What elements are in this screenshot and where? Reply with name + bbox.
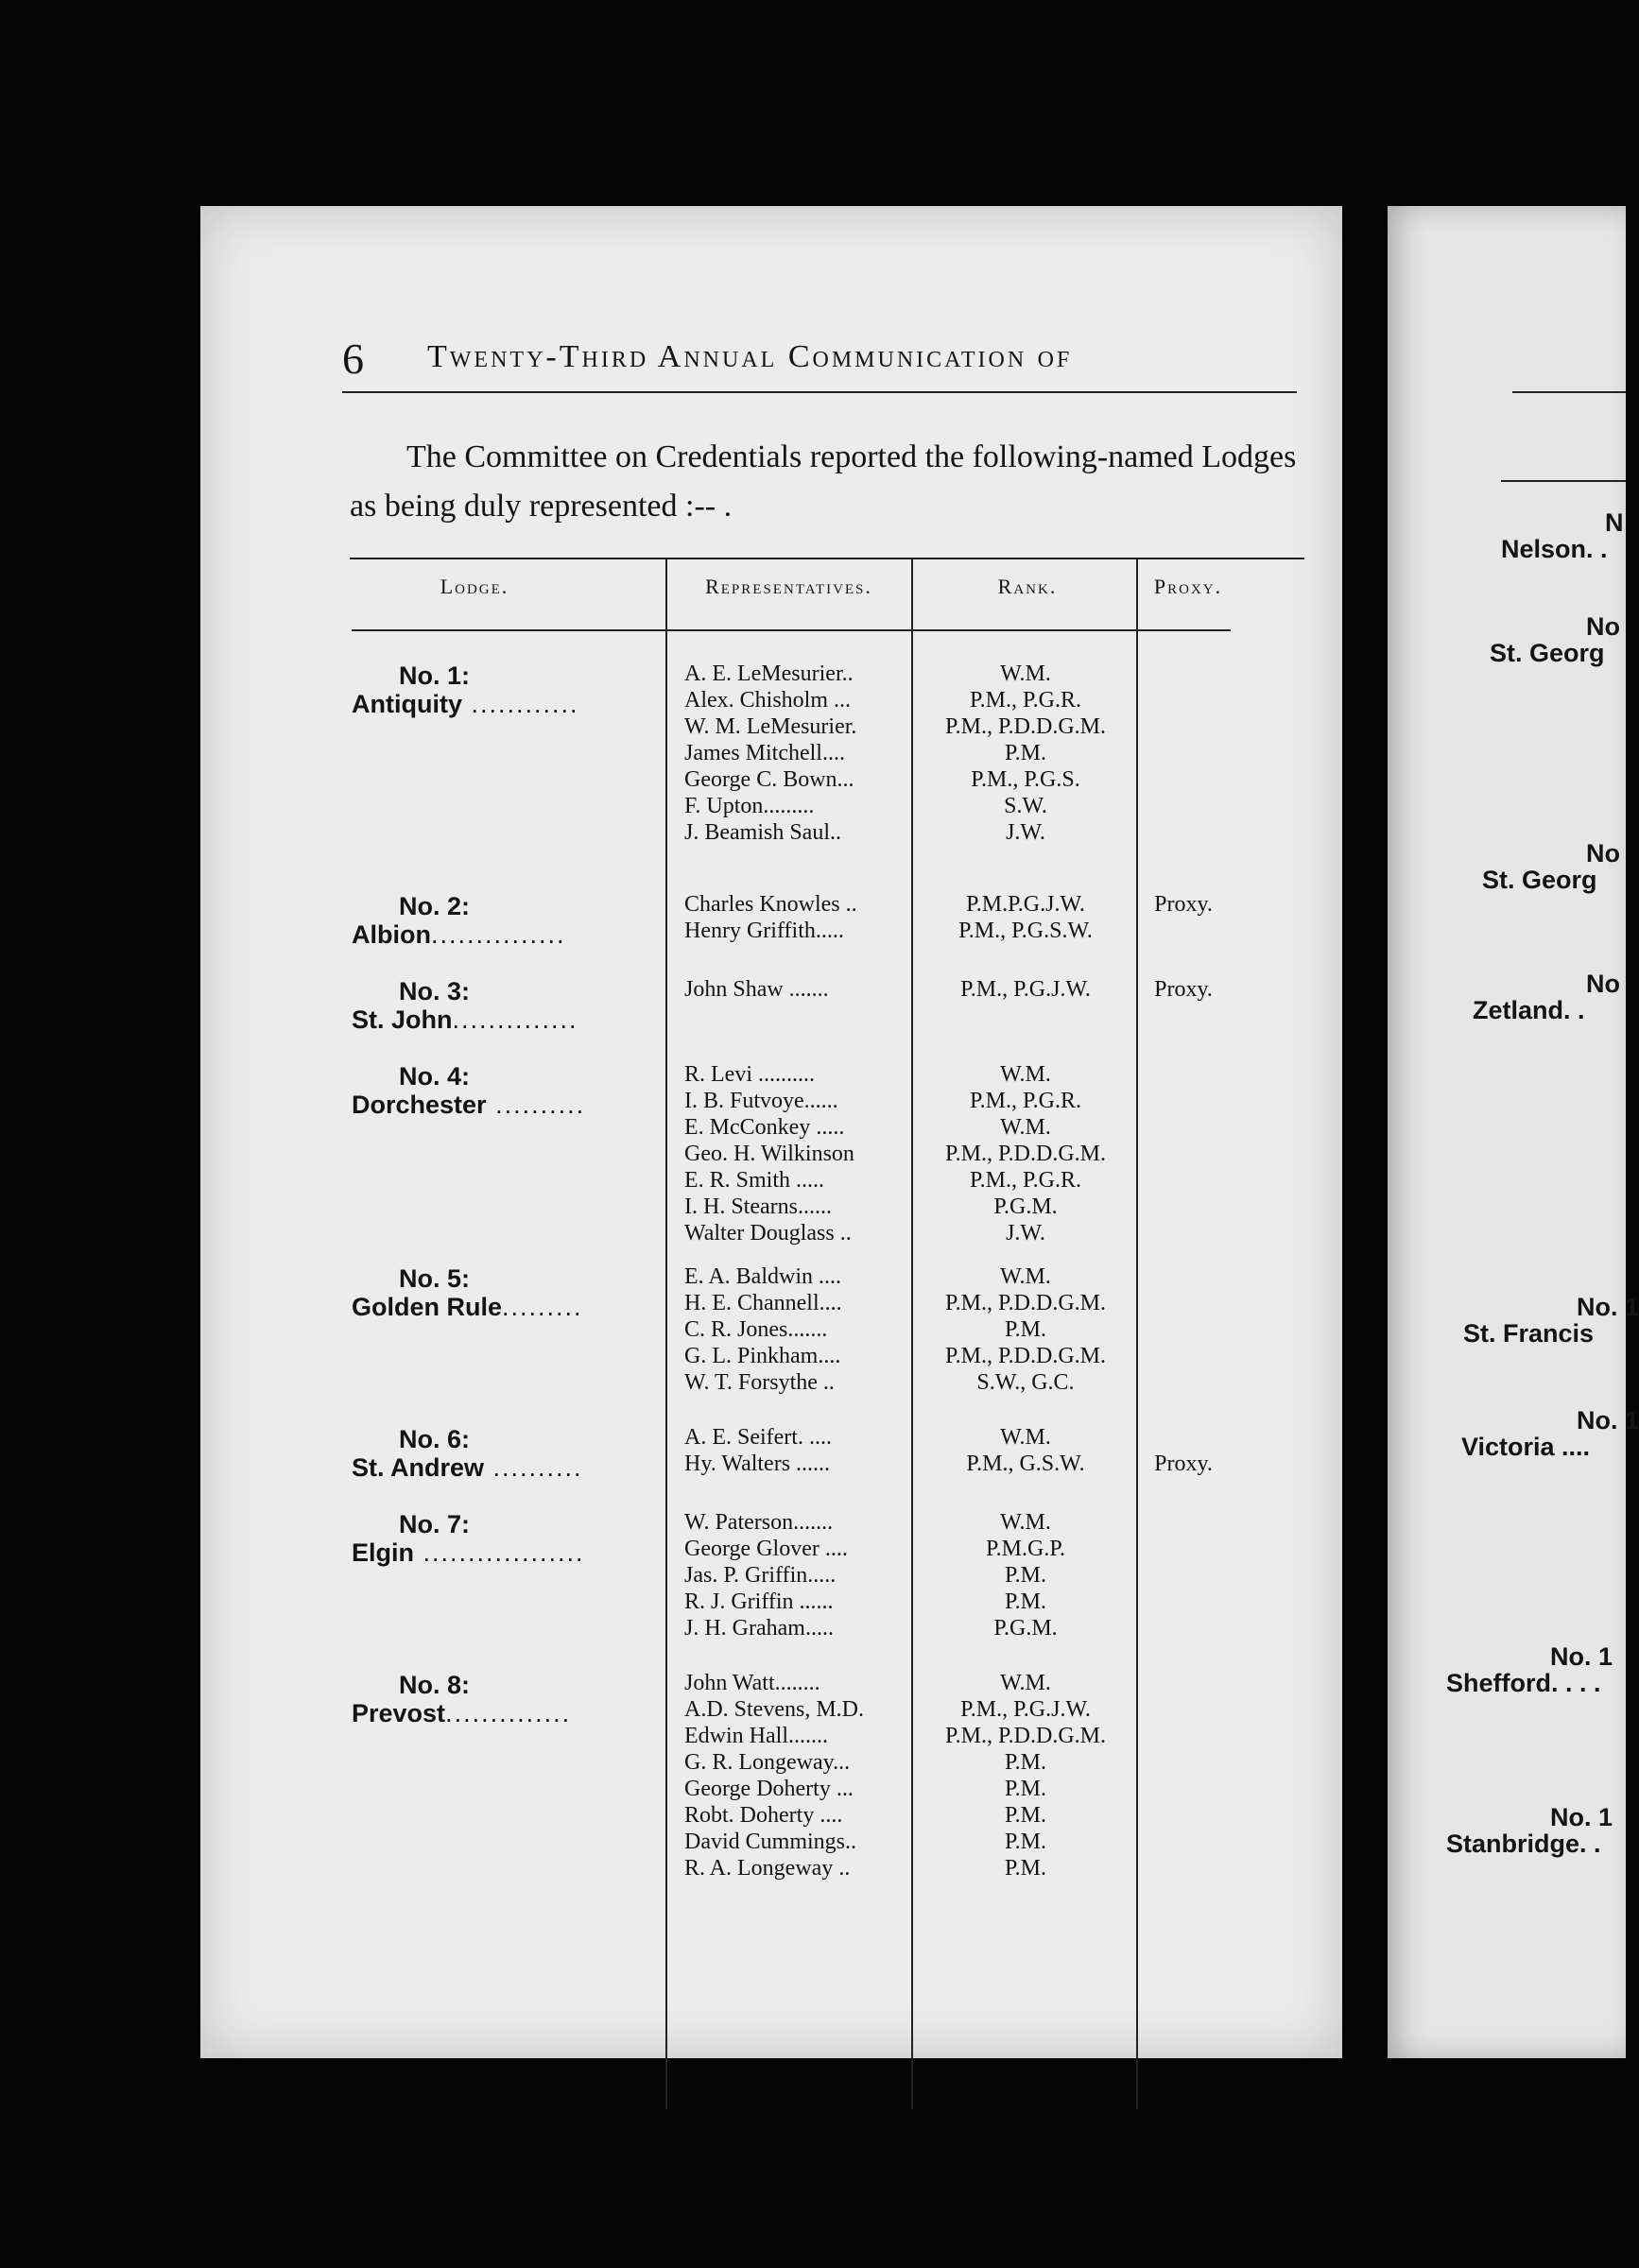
lodge-number: No. 1: (399, 662, 471, 690)
facing-lodge-name: St. Georg (1482, 866, 1597, 894)
representative-rank: P.M. (1004, 1803, 1047, 1828)
facing-lodge-number: No (1586, 839, 1620, 868)
leader-dots: ......... (502, 1293, 583, 1321)
representative-name: Edwin Hall....... (684, 1724, 828, 1748)
representative-rank: P.M., P.G.S. (971, 767, 1080, 792)
representative-rank: P.M. (1004, 1317, 1047, 1342)
representative-row (200, 1264, 1342, 1291)
representative-name: George Doherty ... (684, 1777, 854, 1801)
leader-dots: .......... (484, 1453, 583, 1482)
representative-row (200, 1089, 1342, 1115)
representative-name: R. A. Longeway .. (684, 1856, 851, 1881)
representative-rank: P.M. (1004, 1563, 1047, 1588)
representative-rank: P.M. (1004, 1750, 1047, 1775)
representative-row (200, 714, 1342, 741)
representative-row (200, 794, 1342, 820)
representative-rank: P.M., P.D.D.G.M. (944, 714, 1107, 739)
representative-rank: W.M. (1000, 1671, 1051, 1695)
facing-page-rule-top (1512, 391, 1626, 393)
representative-row (200, 1724, 1342, 1750)
representative-row (200, 1344, 1342, 1370)
representative-row (200, 1425, 1342, 1452)
representative-row (200, 1777, 1342, 1803)
intro-paragraph: The Committee on Credentials reported the following-named Lodges as being duly represented :-- . (350, 439, 1297, 524)
representative-rank: P.M., P.G.S.W. (958, 919, 1093, 943)
representative-rank: P.M., P.D.D.G.M. (944, 1344, 1107, 1368)
facing-lodge-name: Shefford. . . . (1446, 1669, 1601, 1697)
leader-dots: .............. (452, 1005, 578, 1034)
facing-lodge-number: No (1586, 970, 1620, 998)
representative-name: George Glover .... (684, 1537, 848, 1561)
lodge-number: No. 8: (399, 1671, 471, 1699)
table-top-rule (350, 558, 1304, 559)
lodge-number: No. 4: (399, 1062, 471, 1091)
representative-rank: P.M., G.S.W. (966, 1452, 1085, 1476)
column-header-representatives: Representatives. (705, 575, 872, 598)
representative-name: W. T. Forsythe .. (684, 1370, 835, 1395)
facing-page-rule-second (1501, 480, 1626, 482)
proxy-mark: Proxy. (1154, 1452, 1213, 1476)
representative-rank: J.W. (1006, 820, 1045, 845)
representative-name: E. R. Smith ..... (684, 1168, 825, 1193)
representative-row (200, 1510, 1342, 1537)
representative-row (200, 1616, 1342, 1642)
representative-row (200, 688, 1342, 714)
representative-name: Henry Griffith..... (684, 919, 844, 943)
representative-rank: W.M. (1000, 1264, 1051, 1289)
representative-rank: P.M. (1004, 1589, 1047, 1614)
column-header-underline (352, 629, 1231, 631)
representative-name: I. B. Futvoye...... (684, 1089, 838, 1113)
facing-lodge-number: No (1586, 612, 1620, 641)
representative-name: A. E. LeMesurier.. (684, 662, 854, 686)
representative-name: Hy. Walters ...... (684, 1452, 831, 1476)
facing-lodge-number: No. 1 (1577, 1406, 1639, 1435)
lodge-number: No. 3: (399, 977, 471, 1005)
representative-rank: P.G.M. (993, 1194, 1058, 1219)
representative-row (200, 1750, 1342, 1777)
lodge-number: No. 2: (399, 892, 471, 920)
representative-rank: S.W., G.C. (976, 1370, 1075, 1395)
representative-row (200, 1830, 1342, 1856)
representative-name: Robt. Doherty .... (684, 1803, 843, 1828)
representative-rank: P.M., P.D.D.G.M. (944, 1724, 1107, 1748)
representative-name: J. Beamish Saul.. (684, 820, 841, 845)
proxy-mark: Proxy. (1154, 977, 1213, 1002)
representative-row (200, 977, 1342, 1004)
representative-row (200, 1671, 1342, 1697)
representative-rank: P.M. (1004, 1856, 1047, 1881)
leader-dots: .................. (414, 1538, 585, 1567)
representative-row (200, 1142, 1342, 1168)
representative-name: John Shaw ....... (684, 977, 829, 1002)
representative-row (200, 1194, 1342, 1221)
lodge-number: No. 7: (399, 1510, 471, 1538)
representative-row (200, 1697, 1342, 1724)
representative-row (200, 1452, 1342, 1478)
representative-name: R. J. Griffin ...... (684, 1589, 834, 1614)
lodge-name-text: St. John (352, 1005, 453, 1034)
representative-rank: W.M. (1000, 1062, 1051, 1087)
representative-row (200, 1803, 1342, 1830)
header-rule (342, 391, 1297, 393)
representative-rank: P.M., P.D.D.G.M. (944, 1142, 1107, 1166)
representative-row (200, 1115, 1342, 1142)
column-header-proxy: Proxy. (1153, 575, 1223, 598)
representative-rank: P.M. (1004, 1777, 1047, 1801)
representative-name: George C. Bown... (684, 767, 854, 792)
page-title: Twenty-Third Annual Communication of (427, 339, 1073, 374)
representative-name: A.D. Stevens, M.D. (684, 1697, 864, 1722)
representative-rank: W.M. (1000, 1425, 1051, 1450)
leader-dots: ............ (461, 690, 579, 718)
representative-row (200, 1563, 1342, 1589)
representative-name: Walter Douglass .. (684, 1221, 852, 1246)
representative-row (200, 820, 1342, 847)
proxy-mark: Proxy. (1154, 892, 1213, 917)
leader-dots: .......... (486, 1091, 586, 1119)
facing-lodge-name: Zetland. . (1473, 996, 1585, 1024)
representative-rank: P.M.P.G.J.W. (966, 892, 1085, 917)
representative-row (200, 1537, 1342, 1563)
representative-row (200, 1589, 1342, 1616)
representative-rank: P.M.G.P. (985, 1537, 1066, 1561)
representative-row (200, 662, 1342, 688)
lodge-name-text: Dorchester (352, 1091, 487, 1119)
lodge-name-text: Elgin (352, 1538, 414, 1567)
representative-rank: P.M., P.G.R. (969, 1089, 1082, 1113)
representative-rank: W.M. (1000, 1510, 1051, 1535)
facing-lodge-number: N (1605, 508, 1624, 537)
facing-lodge-name: Victoria .... (1461, 1433, 1591, 1461)
facing-lodge-number: No. 1 (1577, 1293, 1639, 1321)
representative-rank: P.M., P.G.J.W. (960, 977, 1091, 1002)
facing-lodge-name: St. Francis (1463, 1319, 1595, 1348)
document-page (200, 206, 1342, 2058)
representative-row (200, 1856, 1342, 1882)
representative-row (200, 1317, 1342, 1344)
representative-name: A. E. Seifert. .... (684, 1425, 832, 1450)
representative-name: W. M. LeMesurier. (684, 714, 857, 739)
facing-lodge-name: Nelson. . (1501, 535, 1608, 563)
representative-rank: P.M., P.D.D.G.M. (944, 1291, 1107, 1315)
representative-rank: J.W. (1006, 1221, 1045, 1246)
representative-row (200, 919, 1342, 945)
facing-page (1388, 206, 1639, 2058)
lodge-number: No. 6: (399, 1425, 471, 1453)
representative-name: F. Upton......... (684, 794, 815, 818)
facing-lodge-name: Stanbridge. . (1446, 1830, 1601, 1858)
representative-rank: P.M. (1004, 741, 1047, 765)
representative-name: James Mitchell.... (684, 741, 845, 765)
representative-name: Alex. Chisholm ... (684, 688, 852, 713)
representative-row (200, 1370, 1342, 1397)
representative-row (200, 1062, 1342, 1089)
lodge-name-text: St. Andrew (352, 1453, 485, 1482)
column-header-rank: Rank. (997, 575, 1058, 598)
representative-name: Jas. P. Griffin..... (684, 1563, 837, 1588)
representative-row (200, 892, 1342, 919)
column-header-lodge: Lodge. (440, 575, 509, 598)
representative-name: John Watt........ (684, 1671, 820, 1695)
representative-name: R. Levi .......... (684, 1062, 815, 1087)
representative-rank: P.M., P.G.R. (969, 1168, 1082, 1193)
representative-name: E. McConkey ..... (684, 1115, 845, 1140)
representative-name: H. E. Channell.... (684, 1291, 842, 1315)
representative-name: David Cummings.. (684, 1830, 857, 1854)
representative-name: I. H. Stearns...... (684, 1194, 832, 1219)
representative-rank: P.M., P.G.R. (969, 688, 1082, 713)
representative-row (200, 1291, 1342, 1317)
representative-name: G. L. Pinkham.... (684, 1344, 841, 1368)
lodge-number: No. 5: (399, 1264, 471, 1293)
representative-row (200, 767, 1342, 794)
representative-rank: W.M. (1000, 1115, 1051, 1140)
lodge-name-text: Golden Rule (352, 1293, 503, 1321)
representative-name: C. R. Jones....... (684, 1317, 828, 1342)
representative-name: G. R. Longeway... (684, 1750, 851, 1775)
lodge-name (352, 1005, 578, 1035)
facing-lodge-number: No. 1 (1550, 1642, 1613, 1671)
representative-rank: P.G.M. (993, 1616, 1058, 1641)
representative-name: W. Paterson....... (684, 1510, 834, 1535)
representative-name: E. A. Baldwin .... (684, 1264, 841, 1289)
facing-lodge-number: No. 1 (1550, 1803, 1613, 1831)
representative-rank: P.M. (1004, 1830, 1047, 1854)
representative-name: Charles Knowles .. (684, 892, 857, 917)
leader-dots: ............... (430, 920, 566, 949)
representative-name: J. H. Graham..... (684, 1616, 834, 1641)
lodge-name-text: Prevost (352, 1699, 446, 1727)
page-number: 6 (342, 335, 364, 383)
representative-rank: P.M., P.G.J.W. (960, 1697, 1091, 1722)
representative-rank: W.M. (1000, 662, 1051, 686)
lodge-name-text: Albion (352, 920, 431, 949)
leader-dots: .............. (445, 1699, 572, 1727)
representative-row (200, 741, 1342, 767)
representative-rank: S.W. (1004, 794, 1047, 818)
lodge-name-text: Antiquity (352, 690, 462, 718)
representative-name: Geo. H. Wilkinson (684, 1142, 854, 1166)
representative-row (200, 1221, 1342, 1247)
facing-lodge-name: St. Georg (1490, 639, 1605, 667)
representative-row (200, 1168, 1342, 1194)
